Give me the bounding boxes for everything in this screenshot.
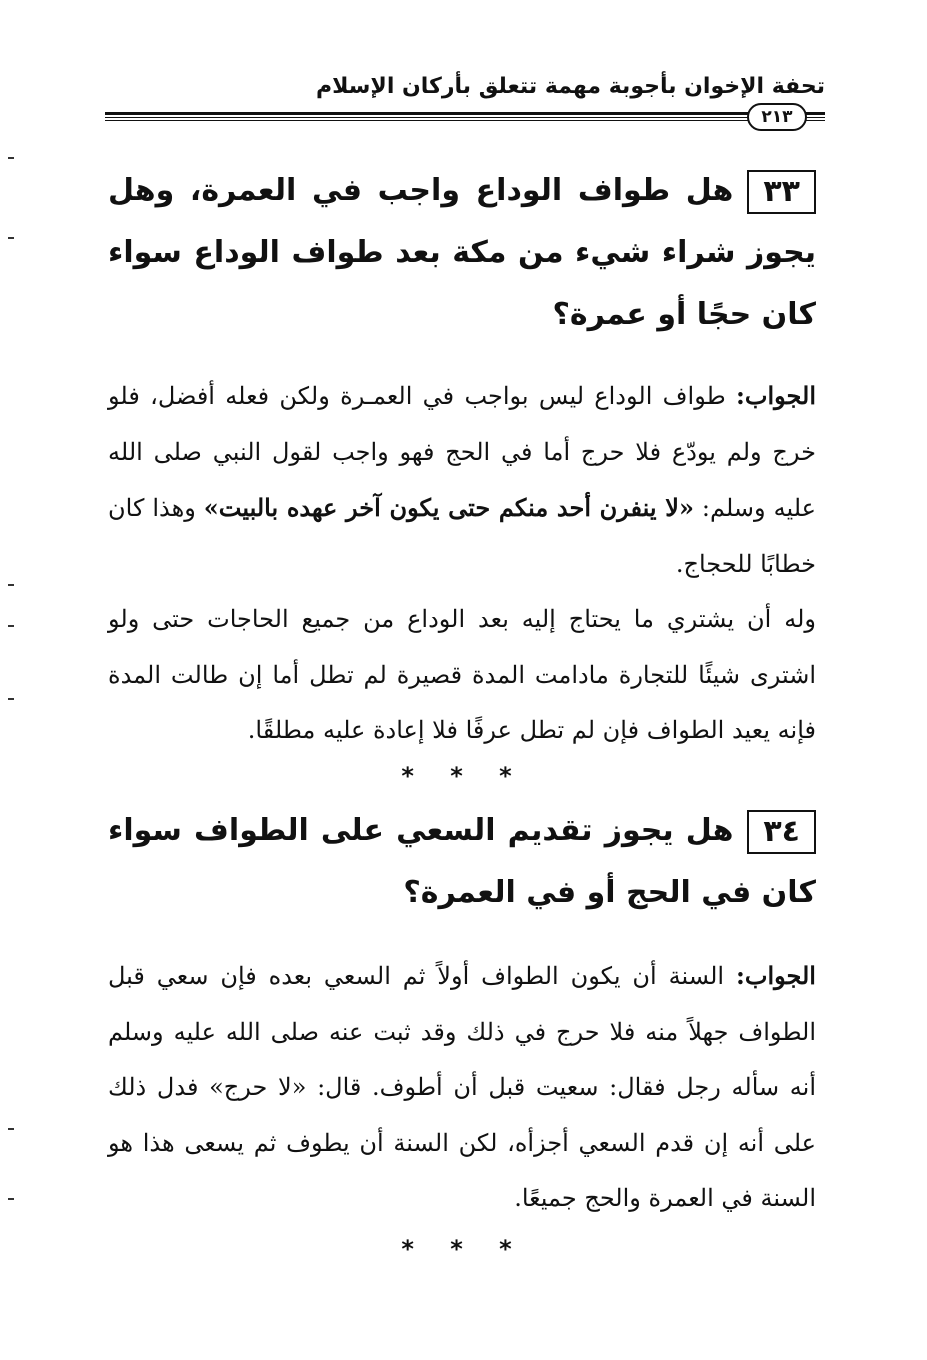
scan-mark [8,1128,14,1130]
question-34 [108,800,816,924]
scan-mark [8,1198,14,1200]
section-separator: * * * [401,1235,526,1263]
scan-mark [8,625,14,627]
page-number: ٢١٣ [747,103,807,131]
answer-34 [108,948,816,1227]
answer-label: الجواب: [736,381,816,410]
answer-label: الجواب: [735,961,816,990]
running-header [105,68,825,128]
answer-34-paragraph [108,948,816,1227]
question-text-33: هل طواف الوداع واجب في العمرة، وهل يجوز شراء شيء من مكة بعد طواف الوداع سواء كان حجًا أو عمرة؟ [108,173,816,332]
scan-mark [8,698,14,700]
answer-33-paragraph-1 [108,368,816,592]
hadith-quote: «لا ينفرن أحد منكم حتى يكون آخر عهده بالبيت» [203,493,694,522]
answer-33 [108,368,816,759]
header-rule-thin [105,117,825,118]
question-text-34: هل يجوز تقديم السعي على الطواف سواء كان في الحج أو في العمرة؟ [108,813,816,910]
answer-text: طواف الوداع ليس بواجب في العمـرة ولكن فعله أفضل، فلو خرج ولم يودّع فلا حرج أما في الحج فهو واجب لقول النبي صلى الله عليه وسلم: [108,382,816,522]
question-number-33: ٣٣ [747,170,816,214]
answer-33-paragraph-2: وله أن يشتري ما يحتاج إليه بعد الوداع من جميع الحاجات حتى ولو اشترى شيئًا للتجارة مادامت المدة قصيرة لم تطل أما إن طالت المدة فإنه يعيد الطواف فإن لم تطل عرفًا فلا إعادة عليه مطلقًا. [108,605,816,744]
question-number-34: ٣٤ [747,810,816,854]
header-rule [105,112,825,115]
book-title: تحفة الإخوان بأجوبة مهمة تتعلق بأركان الإسلام [315,74,825,99]
section-separator: * * * [401,762,526,790]
scan-mark [8,237,14,239]
answer-text: وهذا كان خطابًا للحجاج. [108,494,816,578]
question-33 [108,160,816,346]
scan-mark [8,157,14,159]
scan-mark [8,584,14,586]
answer-text: السنة أن يكون الطواف أولاً ثم السعي بعده فإن سعي قبل الطواف جهلاً منه فلا حرج في ذلك وقد ثبت عنه صلى الله عليه وسلم أنه سأله رجل فقال: سعيت قبل أن أطوف. قال: «لا حرج» فدل ذلك على أنه إن قدم السعي أجزأه، لكن السنة أن يطوف ثم يسعى هذا هو السنة في العمرة والحج جميعًا. [108,962,816,1212]
header-rule-thin [105,120,825,121]
